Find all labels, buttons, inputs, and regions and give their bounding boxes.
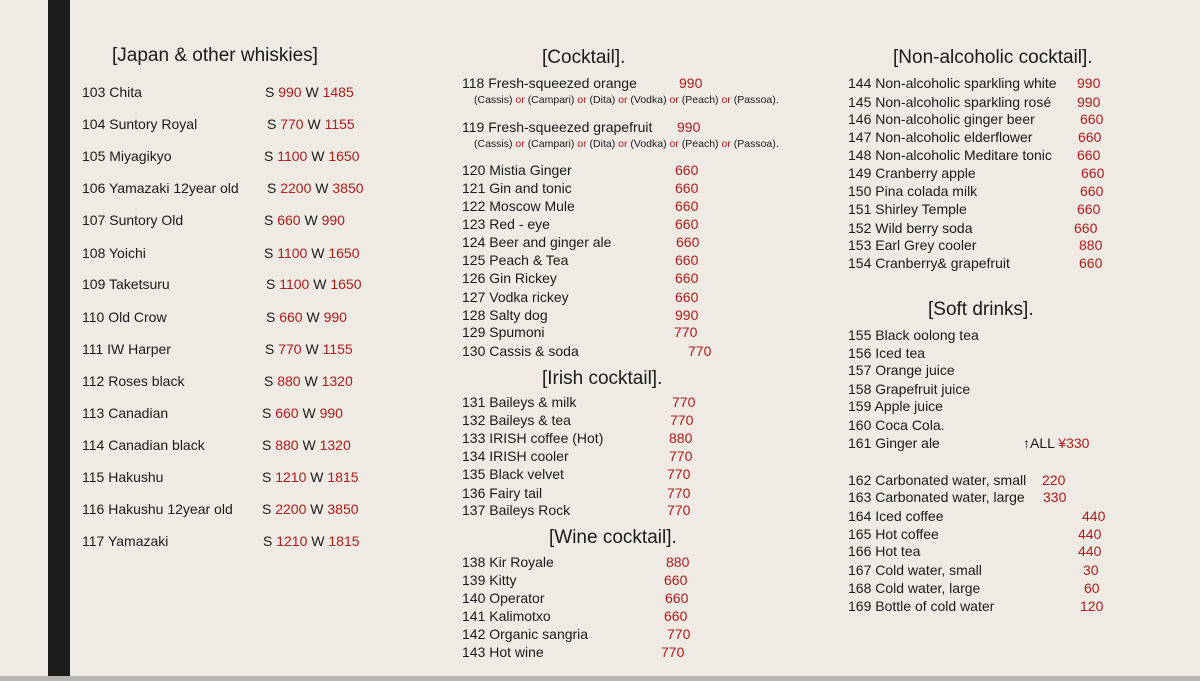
price-double: 1650 [328,245,360,261]
price-single: 770 [278,341,302,357]
whisky-price [264,212,345,228]
whisky-name: 103 Chita [82,84,142,100]
nonalc-price: 660 [1077,147,1101,163]
irish-name: 133 IRISH coffee (Hot) [462,430,604,446]
price-size-s-label: S [263,533,273,549]
nonalc-price: 660 [1080,183,1104,199]
mixer-option: (Campari) [527,138,575,150]
whisky-price [264,245,360,261]
price-double: 3850 [332,180,364,196]
price-size-w-label: W [310,501,324,517]
price-size-w-label: W [305,341,319,357]
price-double: 1320 [321,373,353,389]
whisky-price [267,116,355,132]
whisky-name: 105 Miyagikyo [82,148,172,164]
whisky-name: 106 Yamazaki 12year old [82,180,239,196]
soft-heading: [Soft drinks]. [928,299,1034,320]
price-double: 990 [319,405,343,421]
cocktail-price: 660 [675,162,699,178]
irish-name: 132 Baileys & tea [462,412,571,428]
price-single: 770 [280,116,304,132]
price-single: 880 [277,373,301,389]
or-word: or [577,94,587,106]
beverage-price: 440 [1082,508,1106,524]
whiskies-heading: [Japan & other whiskies] [112,45,318,66]
whisky-price [266,276,362,292]
price-size-w-label: W [311,245,325,261]
price-single: 2200 [275,501,307,517]
price-double: 990 [321,212,345,228]
wine-heading: [Wine cocktail]. [549,527,677,548]
whisky-name: 104 Suntory Royal [82,116,198,132]
whisky-name: 107 Suntory Old [82,212,184,228]
price-size-w-label: W [313,276,327,292]
cocktail-price: 660 [675,216,699,232]
mixer-option: (Peach) [681,94,719,106]
price-size-w-label: W [311,148,325,164]
irish-price: 770 [670,412,694,428]
or-word: or [618,138,628,150]
price-size-s-label: S [264,245,274,261]
irish-name: 134 IRISH cooler [462,448,569,464]
or-word: or [721,138,731,150]
price-size-s-label: S [267,116,277,132]
or-word: or [618,94,628,106]
mixer-option: (Dita) [589,94,616,106]
irish-price: 770 [667,466,691,482]
soft-drink-name: 157 Orange juice [848,362,955,378]
whisky-name: 109 Taketsuru [82,276,170,292]
whisky-name: 115 Hakushu [82,469,164,485]
nonalc-name: 148 Non-alcoholic Meditare tonic [848,147,1052,163]
whisky-name: 114 Canadian black [82,437,205,453]
wine-name: 139 Kitty [462,572,517,588]
or-word: or [669,138,679,150]
price-size-w-label: W [310,469,324,485]
price-single: 1100 [277,148,308,164]
nonalc-price: 660 [1079,255,1103,271]
whisky-price [265,341,353,357]
nonalc-name: 146 Non-alcoholic ginger beer [848,111,1035,127]
nonalc-name: 149 Cranberry apple [848,165,976,181]
beverage-name: 167 Cold water, small [848,562,982,578]
beverage-name: 165 Hot coffee [848,526,939,542]
price-size-s-label: S [265,341,275,357]
whisky-name: 110 Old Crow [82,309,167,325]
mixer-option: (Campari) [527,94,575,106]
cocktail-name: 127 Vodka rickey [462,289,569,305]
price-size-w-label: W [304,373,318,389]
irish-name: 135 Black velvet [462,466,564,482]
price-size-w-label: W [302,437,316,453]
nonalc-heading: [Non-alcoholic cocktail]. [893,47,1093,68]
cocktail-name: 126 Gin Rickey [462,270,557,286]
price-single: 1100 [277,245,308,261]
cocktail-price: 770 [688,343,712,359]
price-single: 660 [275,405,299,421]
cocktail-heading: [Cocktail]. [542,47,626,68]
price-double: 1155 [322,341,353,357]
price-double: 1815 [327,469,359,485]
mixer-options-note [474,138,779,150]
wine-price: 660 [665,590,689,606]
mixer-option: (Vodka) [630,138,667,150]
cocktail-price: 660 [676,234,700,250]
price-double: 1320 [319,437,351,453]
irish-price: 880 [669,430,693,446]
whisky-price [263,533,360,549]
price-size-w-label: W [304,212,318,228]
wine-name: 140 Operator [462,590,545,606]
irish-name: 137 Baileys Rock [462,502,571,518]
price-size-s-label: S [264,212,274,228]
mixer-option: (Dita) [589,138,616,150]
beverage-name: 162 Carbonated water, small [848,472,1027,488]
cocktail-price: 990 [675,307,699,323]
irish-price: 770 [669,448,693,464]
nonalc-price: 660 [1080,111,1104,127]
wine-name: 141 Kalimotxo [462,608,551,624]
cocktail-price: 660 [675,270,699,286]
mixer-option: (Vodka) [630,94,667,106]
wine-name: 143 Hot wine [462,644,544,660]
mixer-option: (Passoa). [733,94,779,106]
price-single: 1100 [279,276,310,292]
price-size-s-label: S [267,180,277,196]
nonalc-name: 152 Wild berry soda [848,220,973,236]
cocktail-name: 125 Peach & Tea [462,252,569,268]
soft-drink-name: 158 Grapefruit juice [848,381,971,397]
or-word: or [669,94,679,106]
nonalc-name: 145 Non-alcoholic sparkling rosé [848,94,1052,110]
price-single: 660 [279,309,303,325]
irish-name: 131 Baileys & milk [462,394,577,410]
price-double: 1650 [330,276,362,292]
price-size-s-label: S [262,501,272,517]
soft-drink-name: 159 Apple juice [848,398,943,414]
nonalc-price: 660 [1074,220,1098,236]
irish-heading: [Irish cocktail]. [542,368,663,389]
cocktail-price: 660 [675,252,699,268]
beverage-name: 169 Bottle of cold water [848,598,995,614]
price-size-s-label: S [266,276,276,292]
nonalc-price: 660 [1077,201,1101,217]
whisky-price [264,148,360,164]
whisky-name: 117 Yamazaki [82,533,169,549]
price-size-w-label: W [315,180,329,196]
price-double: 1155 [324,116,355,132]
price-single: 880 [275,437,299,453]
nonalc-price: 660 [1081,165,1105,181]
wine-price: 660 [664,572,688,588]
beverage-name: 163 Carbonated water, large [848,489,1025,505]
whisky-price [264,373,353,389]
nonalc-price: 880 [1079,237,1103,253]
irish-price: 770 [667,502,691,518]
soft-drink-name: 161 Ginger ale [848,435,940,451]
price-single: 1210 [275,469,307,485]
beverage-price: 220 [1042,472,1066,488]
irish-price: 770 [667,485,691,501]
nonalc-name: 153 Earl Grey cooler [848,237,977,253]
wine-name: 142 Organic sangria [462,626,589,642]
price-single: 2200 [280,180,312,196]
nonalc-name: 144 Non-alcoholic sparkling white [848,75,1057,91]
all-price: ¥330 [1058,435,1090,451]
soft-drink-name: 155 Black oolong tea [848,327,979,343]
nonalc-name: 150 Pina colada milk [848,183,978,199]
cocktail-price: 660 [675,198,699,214]
price-size-s-label: S [264,148,274,164]
price-double: 1650 [328,148,360,164]
irish-price: 770 [672,394,696,410]
whisky-price [262,437,351,453]
price-size-s-label: S [262,405,272,421]
whisky-name: 112 Roses black [82,373,185,389]
cocktail-price: 990 [679,75,703,91]
cocktail-name: 118 Fresh-squeezed orange [462,75,637,91]
nonalc-name: 147 Non-alcoholic elderflower [848,129,1033,145]
cocktail-name: 124 Beer and ginger ale [462,234,612,250]
or-word: or [515,138,525,150]
or-word: or [515,94,525,106]
price-size-s-label: S [264,373,274,389]
whisky-price [262,405,343,421]
mixer-option: (Cassis) [474,138,513,150]
price-double: 3850 [327,501,359,517]
or-word: or [721,94,731,106]
cocktail-name: 121 Gin and tonic [462,180,572,196]
beverage-price: 30 [1083,562,1099,578]
whisky-name: 111 IW Harper [82,341,171,357]
price-single: 1210 [276,533,308,549]
cocktail-name: 120 Mistia Ginger [462,162,572,178]
beverage-price: 60 [1084,580,1100,596]
cocktail-name: 119 Fresh-squeezed grapefruit [462,119,653,135]
irish-name: 136 Fairy tail [462,485,543,501]
whisky-price [267,180,364,196]
price-size-s-label: S [262,469,272,485]
nonalc-name: 151 Shirley Temple [848,201,967,217]
price-size-w-label: W [305,84,319,100]
price-size-w-label: W [307,116,321,132]
whisky-name: 113 Canadian [82,405,169,421]
nonalc-name: 154 Cranberry& grapefruit [848,255,1010,271]
cocktail-price: 660 [675,289,699,305]
wine-price: 660 [664,608,688,624]
whisky-price [262,469,359,485]
price-size-w-label: W [311,533,325,549]
left-binding-bar [48,0,70,676]
cocktail-name: 128 Salty dog [462,307,548,323]
wine-price: 770 [661,644,685,660]
cocktail-price: 660 [675,180,699,196]
price-single: 990 [278,84,302,100]
nonalc-price: 990 [1077,94,1101,110]
price-double: 1485 [322,84,354,100]
soft-drink-name: 156 Iced tea [848,345,926,361]
price-size-w-label: W [302,405,316,421]
whisky-name: 116 Hakushu 12year old [82,501,233,517]
beverage-name: 164 Iced coffee [848,508,944,524]
beverage-name: 168 Cold water, large [848,580,981,596]
beverage-price: 440 [1078,543,1102,559]
cocktail-name: 123 Red - eye [462,216,550,232]
price-size-s-label: S [265,84,275,100]
wine-name: 138 Kir Royale [462,554,554,570]
cocktail-name: 129 Spumoni [462,324,545,340]
price-double: 990 [323,309,347,325]
nonalc-price: 990 [1077,75,1101,91]
wine-price: 880 [666,554,690,570]
whisky-price [265,84,354,100]
mixer-option: (Peach) [681,138,719,150]
cocktail-price: 990 [677,119,701,135]
price-single: 660 [277,212,301,228]
whisky-name: 108 Yoichi [82,245,146,261]
bottom-edge [0,676,1200,681]
beverage-name: 166 Hot tea [848,543,921,559]
cocktail-price: 770 [674,324,698,340]
price-double: 1815 [328,533,360,549]
all-price-note [1023,435,1089,451]
mixer-option: (Passoa). [733,138,779,150]
beverage-price: 120 [1080,598,1104,614]
or-word: or [577,138,587,150]
nonalc-price: 660 [1078,129,1102,145]
mixer-option: (Cassis) [474,94,513,106]
beverage-price: 330 [1043,489,1067,505]
price-size-s-label: S [262,437,272,453]
wine-price: 770 [667,626,691,642]
all-prefix: ↑ALL [1023,435,1055,451]
beverage-price: 440 [1078,526,1102,542]
soft-drink-name: 160 Coca Cola. [848,417,945,433]
whisky-price [266,309,347,325]
mixer-options-note [474,94,779,106]
whisky-price [262,501,359,517]
price-size-w-label: W [306,309,320,325]
cocktail-name: 122 Moscow Mule [462,198,575,214]
price-size-s-label: S [266,309,276,325]
cocktail-name: 130 Cassis & soda [462,343,579,359]
